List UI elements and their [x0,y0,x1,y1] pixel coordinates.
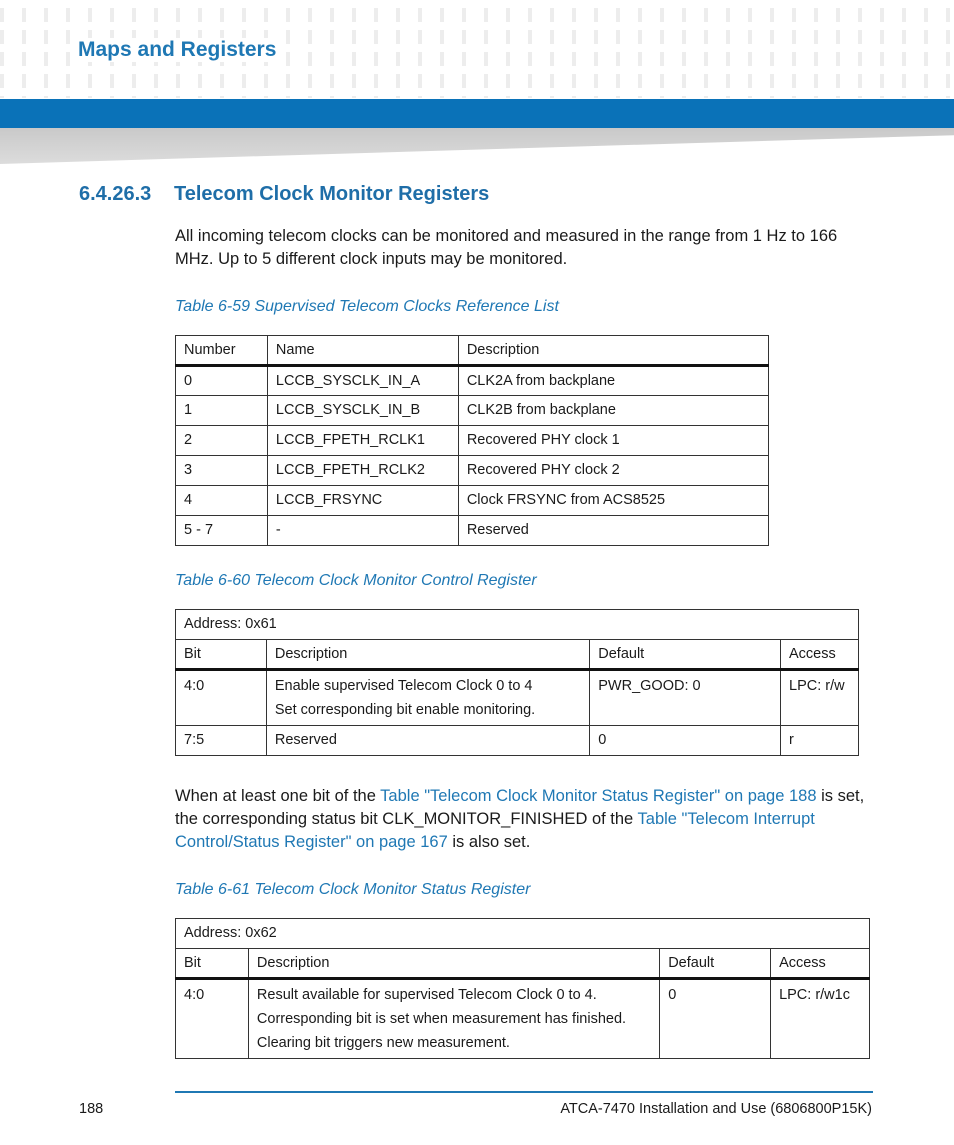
header-access: Access [781,640,859,670]
header-band [0,99,954,128]
header-name: Name [267,336,458,366]
cell-description [266,670,589,726]
description-line: Corresponding bit is set when measurement has finished. [256,1011,627,1027]
description-line: Enable supervised Telecom Clock 0 to 4 [274,678,533,694]
cell-number: 2 [176,426,268,456]
table-59 [175,335,769,546]
cell-number: 1 [176,396,268,426]
table-row [176,979,870,1059]
cell-access: LPC: r/w1c [771,979,870,1059]
description-line: Result available for supervised Telecom Clock 0 to 4. [256,987,597,1003]
header-number: Number [176,336,268,366]
header-bit: Bit [176,949,249,979]
intro-paragraph: All incoming telecom clocks can be monitored and measured in the range from 1 Hz to 166 MHz. Up to 5 different clock inputs may be monitored. [175,227,838,268]
cell-description: Recovered PHY clock 1 [458,426,768,456]
cell-number: 4 [176,486,268,516]
header-description: Description [248,949,659,979]
table-row [176,486,769,516]
cell-name: LCCB_FRSYNC [267,486,458,516]
header-default: Default [590,640,781,670]
document-title: ATCA-7470 Installation and Use (6806800P15K) [560,1101,872,1117]
table-59-caption: Table 6-59 Supervised Telecom Clocks Reference List [175,298,559,315]
table-header-row [176,640,859,670]
paragraph-text: When at least one bit of the [175,787,381,805]
header-description: Description [458,336,768,366]
cell-description: Recovered PHY clock 2 [458,456,768,486]
interrupt-register-link[interactable]: Table "Telecom Interrupt Control/Status Register" on page 167 [175,810,815,851]
table-row [176,456,769,486]
cell-name: LCCB_SYSCLK_IN_A [267,366,458,396]
cell-name: - [267,516,458,546]
cell-default: PWR_GOOD: 0 [590,670,781,726]
table-60 [175,609,859,756]
header-access: Access [771,949,870,979]
cell-description: Clock FRSYNC from ACS8525 [458,486,768,516]
cell-bit: 4:0 [176,979,249,1059]
chapter-title: Maps and Registers [76,38,282,62]
table-row [176,396,769,426]
table-header-row [176,949,870,979]
paragraph-text: is set, the corresponding status bit CLK_MONITOR_FINISHED of the [175,787,865,828]
cell-description: CLK2A from backplane [458,366,768,396]
cell-name: LCCB_FPETH_RCLK2 [267,456,458,486]
table-row [176,670,859,726]
header-description: Description [266,640,589,670]
table-row [176,726,859,756]
cell-default: 0 [590,726,781,756]
header-bit: Bit [176,640,267,670]
page-number: 188 [79,1101,104,1117]
cell-name: LCCB_FPETH_RCLK1 [267,426,458,456]
header-wedge [0,128,954,164]
footer-rule [175,1091,873,1093]
table-header-row [176,336,769,366]
cell-number: 3 [176,456,268,486]
section-number: 6.4.26.3 [79,183,152,205]
address-row [176,919,870,949]
cell-description [248,979,659,1059]
table-61-caption: Table 6-61 Telecom Clock Monitor Status Register [175,881,531,898]
description-line: Set corresponding bit enable monitoring. [274,702,536,718]
cell-default: 0 [660,979,771,1059]
cell-description: Reserved [458,516,768,546]
cell-number: 5 - 7 [176,516,268,546]
cell-description: Reserved [266,726,589,756]
status-paragraph [175,785,875,854]
table-row [176,516,769,546]
header-default: Default [660,949,771,979]
table-row [176,366,769,396]
cell-number: 0 [176,366,268,396]
cell-description: CLK2B from backplane [458,396,768,426]
cell-access: r [781,726,859,756]
register-address: Address: 0x62 [176,919,870,949]
cell-access: LPC: r/w [781,670,859,726]
paragraph-text: is also set. [447,833,531,851]
address-row [176,610,859,640]
description-line: Clearing bit triggers new measurement. [256,1035,510,1051]
register-address: Address: 0x61 [176,610,859,640]
cell-bit: 4:0 [176,670,267,726]
section-title: Telecom Clock Monitor Registers [174,183,490,205]
table-row [176,426,769,456]
section-heading [79,183,489,206]
status-register-link[interactable]: Table "Telecom Clock Monitor Status Register" on page 188 [380,787,817,805]
cell-bit: 7:5 [176,726,267,756]
cell-name: LCCB_SYSCLK_IN_B [267,396,458,426]
table-61 [175,918,870,1059]
table-60-caption: Table 6-60 Telecom Clock Monitor Control Register [175,572,537,589]
